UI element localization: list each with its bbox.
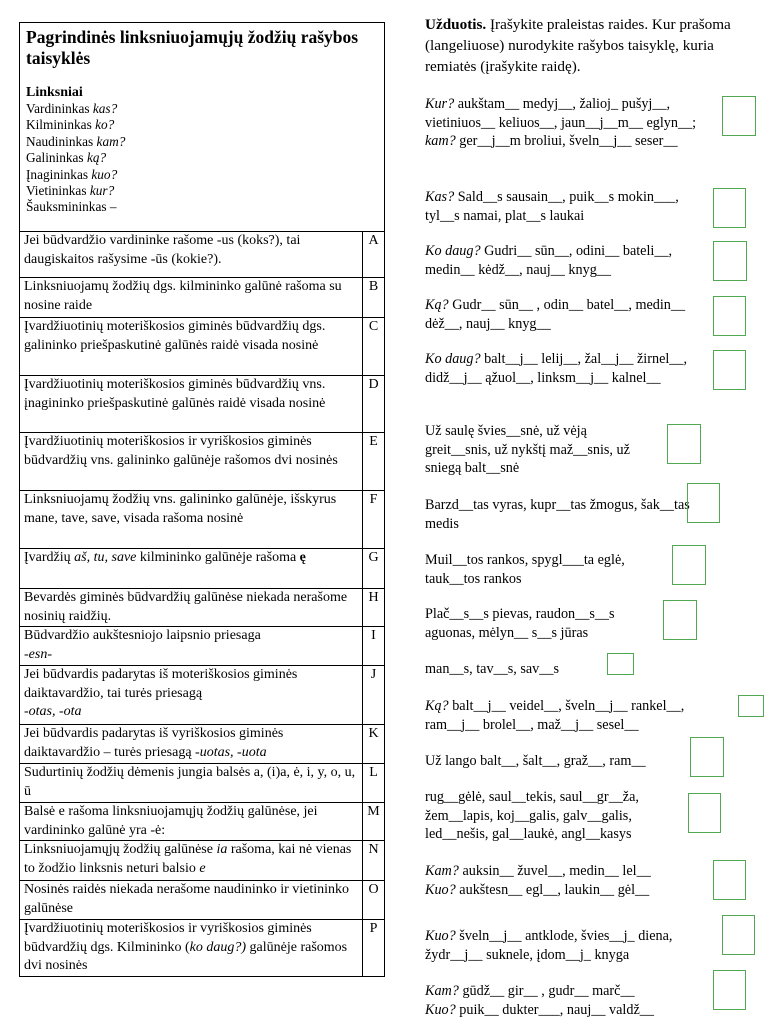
rule-question: ko daug?) bbox=[189, 939, 247, 955]
rule-row bbox=[20, 491, 385, 549]
case-item: Vietininkas kur? bbox=[26, 183, 115, 199]
exercise-question-2: Kuo? bbox=[425, 1001, 456, 1018]
rule-suffix: -otas, -ota bbox=[24, 704, 82, 719]
rule-row bbox=[20, 376, 385, 433]
rule-row bbox=[20, 318, 385, 376]
exercise-4: Ką? Gudr__ sūn__ , odin__ batel__, medin__ dėž__, nauj__ knyg__ bbox=[425, 297, 686, 332]
rule-suffix: -uotas, -uota bbox=[195, 744, 267, 760]
rule-letter: A bbox=[363, 232, 385, 278]
rule-text: Linksniuojamųjų žodžių galūnėse ia rašoma, kai nė vienas to žodžio linksnis neturi balsio e bbox=[20, 841, 363, 881]
exercise-5: Ko daug? balt__j__ lelij__, žal__j__ žirnel__, didž__j__ ąžuol__, linksm__j__ kalnel__ bbox=[425, 351, 688, 386]
rule-e: e bbox=[199, 860, 206, 876]
exercise-7: Barzd__tas vyras, kupr__tas žmogus, šak__tas medis bbox=[425, 497, 690, 532]
case-item: Šauksmininkas – bbox=[26, 199, 117, 215]
answer-box[interactable] bbox=[713, 350, 746, 390]
case-item: Naudininkas kam? bbox=[26, 133, 126, 149]
rule-g-letter-e: ę bbox=[299, 550, 306, 565]
answer-box[interactable] bbox=[690, 737, 724, 777]
rule-row bbox=[20, 881, 385, 920]
exercise-question: Ko daug? bbox=[425, 243, 481, 259]
rule-letter: F bbox=[363, 491, 385, 549]
rules-title: Pagrindinės linksniuojamųjų žodžių rašybos taisyklės bbox=[26, 27, 359, 68]
exercise-question: Kas? bbox=[425, 189, 455, 205]
exercise-6: Už saulę švies__snė, už vėją greit__snis, už nykštį maž__snis, už sniegą balt__snė bbox=[425, 423, 630, 476]
rule-text: Įvardžių aš, tu, save kilmininko galūnėje rašoma ę bbox=[20, 549, 363, 589]
rule-letter: H bbox=[363, 589, 385, 627]
rule-text: Jei būdvardis padarytas iš moteriškosios giminės daiktavardžio, tai turės priesagą -otas, -ota bbox=[20, 666, 363, 725]
exercise-14: Kam? auksin__ žuvel__, medin__ lel__ Kuo? aukštesn__ egl__, laukin__ gėl__ bbox=[425, 863, 651, 898]
answer-box[interactable] bbox=[713, 188, 746, 228]
answer-box[interactable] bbox=[663, 600, 697, 640]
rule-text: Būdvardžio aukštesniojo laipsnio priesaga -esn- bbox=[20, 627, 363, 666]
exercise-16: Kam? gūdž__ gir__ , gudr__ marč__ Kuo? puik__ dukter___, nauj__ valdž__ bbox=[425, 983, 654, 1018]
rule-text: Bevardės giminės būdvardžių galūnėse niekada nerašome nosinių raidžių. bbox=[20, 589, 363, 627]
rule-text: Nosinės raidės niekada nerašome naudininko ir vietininko galūnėse bbox=[20, 881, 363, 920]
rule-letter: C bbox=[363, 318, 385, 376]
rule-text: Įvardžiuotinių moteriškosios ir vyriškosios giminės būdvardžių vns. galininko galūnėje rašomos dvi nosinės bbox=[20, 433, 363, 491]
exercise-15: Kuo? šveln__j__ antklode, švies__j_ diena, žydr__j__ suknele, įdom__j_ knyga bbox=[425, 928, 673, 963]
answer-box[interactable] bbox=[722, 96, 756, 136]
exercise-question: Kur? bbox=[425, 96, 455, 112]
rule-letter: N bbox=[363, 841, 385, 881]
rule-text: Jei būdvardis padarytas iš vyriškosios giminės daiktavardžio – turės priesagą -uotas, -uota bbox=[20, 725, 363, 764]
exercise-9: Plač__s__s pievas, raudon__s__s aguonas, mėlyn__ s__s jūras bbox=[425, 606, 615, 641]
rule-g-pronouns: aš, tu, save bbox=[74, 550, 137, 565]
rule-letter: L bbox=[363, 764, 385, 803]
exercise-question: Kam? bbox=[425, 863, 459, 879]
rule-row bbox=[20, 920, 385, 977]
rule-letter: I bbox=[363, 627, 385, 666]
exercise-1: Kur? aukštam__ medyj__, žalioj_ pušyj__, vietiniuos__ keliuos__, jaun__j__m__ eglyn__; kam? ger__j__m broliui, šveln__j__ seser__ bbox=[425, 96, 697, 149]
answer-box[interactable] bbox=[713, 970, 746, 1010]
exercise-13: rug__gėlė, saul__tekis, saul__gr__ža, žem__lapis, koj__galis, galv__galis, led__nešis, gal__laukė, angl__kasys bbox=[425, 789, 639, 842]
rule-letter: K bbox=[363, 725, 385, 764]
answer-box[interactable] bbox=[738, 695, 764, 717]
task-instructions bbox=[425, 14, 735, 77]
exercise-question: Ką? bbox=[425, 698, 449, 714]
exercise-question-2: kam? bbox=[425, 133, 456, 149]
rule-row bbox=[20, 725, 385, 764]
case-list bbox=[26, 101, 378, 216]
rule-letter: G bbox=[363, 549, 385, 589]
rule-row bbox=[20, 764, 385, 803]
exercise-10: man__s, tav__s, sav__s bbox=[425, 661, 559, 677]
rules-header bbox=[19, 22, 385, 231]
rule-text: Linksniuojamų žodžių vns. galininko galūnėje, išskyrus mane, tave, save, visada rašoma nosinė bbox=[20, 491, 363, 549]
answer-box[interactable] bbox=[722, 915, 755, 955]
rule-row bbox=[20, 278, 385, 318]
exercise-2: Kas? Sald__s sausain__, puik__s mokin___, tyl__s namai, plat__s laukai bbox=[425, 189, 679, 224]
case-item: Vardininkas kas? bbox=[26, 101, 118, 116]
rule-text: Balsė e rašoma linksniuojamųjų žodžių galūnėse, jei vardininko galūnė yra -ė: bbox=[20, 803, 363, 841]
rule-text: Linksniuojamų žodžių dgs. kilmininko galūnė rašoma su nosine raide bbox=[20, 278, 363, 318]
case-item: Galininkas ką? bbox=[26, 150, 107, 166]
exercise-question: Kam? bbox=[425, 983, 459, 999]
rule-row bbox=[20, 803, 385, 841]
rule-row bbox=[20, 841, 385, 881]
rule-text: Įvardžiuotinių moteriškosios giminės būdvardžių dgs. galininko priešpaskutinė galūnės raidė visada nosinė bbox=[20, 318, 363, 376]
answer-box[interactable] bbox=[688, 793, 721, 833]
exercise-12: Už lango balt__, šalt__, graž__, ram__ bbox=[425, 753, 646, 769]
answer-box[interactable] bbox=[687, 483, 720, 523]
rule-ia: ia bbox=[216, 842, 228, 857]
rule-letter: D bbox=[363, 376, 385, 433]
rule-letter: J bbox=[363, 666, 385, 725]
answer-box[interactable] bbox=[713, 241, 747, 281]
rule-row bbox=[20, 666, 385, 725]
rule-row bbox=[20, 232, 385, 278]
case-item: Kilmininkas ko? bbox=[26, 117, 115, 133]
rule-letter: E bbox=[363, 433, 385, 491]
task-text: Įrašykite praleistas raides. Kur prašoma (langeliuose) nurodykite rašybos taisyklę, kuria remiatės (įrašykite raidę). bbox=[425, 16, 731, 75]
exercise-11: Ką? balt__j__ veidel__, šveln__j__ rankel__, ram__j__ brolel__, maž__j__ sesel__ bbox=[425, 698, 685, 733]
rule-letter: P bbox=[363, 920, 385, 977]
task-label: Užduotis. bbox=[425, 16, 487, 33]
rule-text: Įvardžiuotinių moteriškosios giminės būdvardžių vns. įnagininko priešpaskutinė galūnės raidė visada nosinė bbox=[20, 376, 363, 433]
exercise-question: Kuo? bbox=[425, 928, 456, 944]
rule-letter: B bbox=[363, 278, 385, 318]
rule-text: Jei būdvardžio vardininke rašome -us (koks?), tai daugiskaitos rašysime -ūs (kokie?). bbox=[20, 232, 363, 278]
cases-title: Linksniai bbox=[26, 85, 83, 100]
answer-box[interactable] bbox=[713, 296, 746, 336]
rules-panel bbox=[19, 22, 385, 977]
rule-letter: O bbox=[363, 881, 385, 920]
rules-table bbox=[19, 231, 385, 977]
exercise-8: Muil__tos rankos, spygl___ta eglė, tauk__tos rankos bbox=[425, 552, 625, 587]
rule-letter: M bbox=[363, 803, 385, 841]
rule-row bbox=[20, 433, 385, 491]
exercise-question-2: Kuo? bbox=[425, 881, 456, 898]
exercise-question: Ko daug? bbox=[425, 351, 481, 367]
exercise-3: Ko daug? Gudri__ sūn__, odini__ bateli__, medin__ kėdž__, nauj__ knyg__ bbox=[425, 243, 673, 278]
exercise-question: Ką? bbox=[425, 297, 449, 313]
rule-text: Sudurtinių žodžių dėmenis jungia balsės a, (i)a, ė, i, y, o, u, ū bbox=[20, 764, 363, 803]
answer-box[interactable] bbox=[713, 860, 746, 900]
case-item: Įnagininkas kuo? bbox=[26, 166, 118, 182]
rule-suffix: -esn- bbox=[24, 646, 52, 662]
rule-row bbox=[20, 549, 385, 589]
rule-row bbox=[20, 627, 385, 666]
rule-text: Įvardžiuotinių moteriškosios ir vyriškosios giminės būdvardžių dgs. Kilmininko (ko daug?) galūnėje rašomos dvi nosinės bbox=[20, 920, 363, 977]
rule-row bbox=[20, 589, 385, 627]
answer-box[interactable] bbox=[667, 424, 701, 464]
answer-box[interactable] bbox=[672, 545, 706, 585]
answer-box[interactable] bbox=[607, 653, 634, 675]
